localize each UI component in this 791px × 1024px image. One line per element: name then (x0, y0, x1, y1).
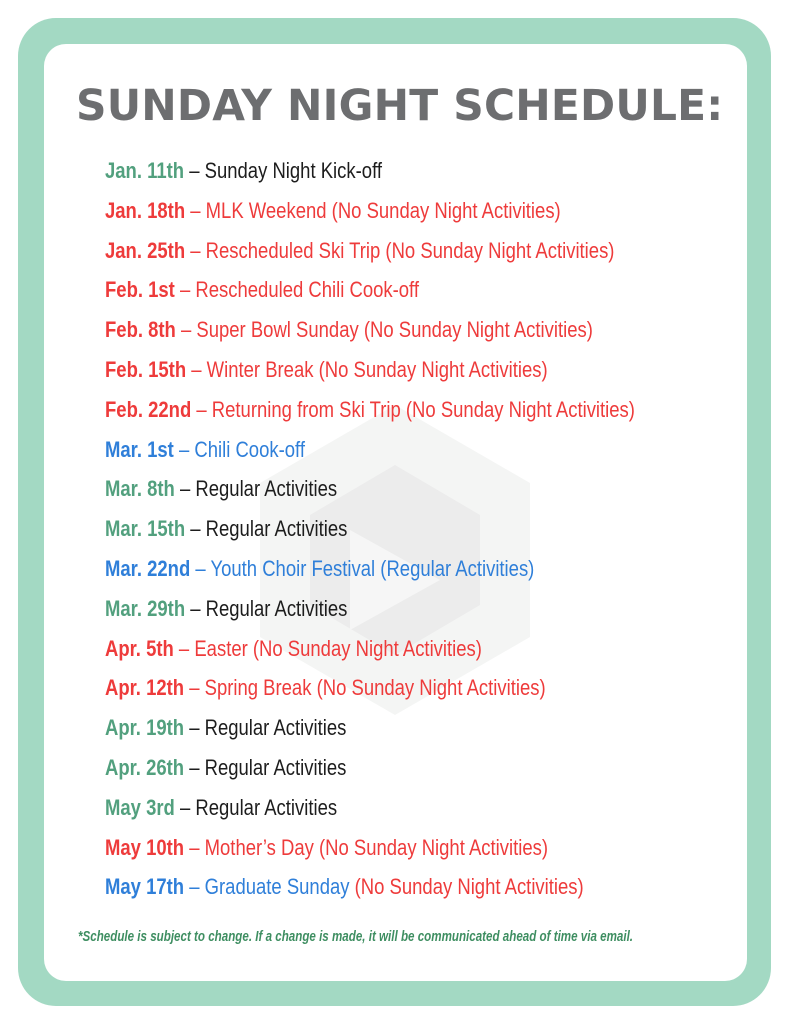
schedule-list (105, 151, 745, 907)
schedule-event: – Spring Break (No Sunday Night Activities) (184, 675, 546, 701)
schedule-event: – Easter (No Sunday Night Activities) (173, 635, 482, 661)
schedule-date: Feb. 1st (105, 277, 175, 303)
schedule-event: – Mother’s Day (No Sunday Night Activities) (184, 834, 549, 860)
schedule-event: – Rescheduled Ski Trip (No Sunday Night Activities) (185, 237, 615, 263)
schedule-date: Mar. 22nd (105, 555, 191, 581)
schedule-event: – Regular Activities (185, 516, 348, 542)
schedule-event: – Regular Activities (174, 476, 338, 502)
schedule-item (105, 231, 643, 271)
schedule-event: – Regular Activities (184, 715, 347, 741)
schedule-date: Jan. 25th (105, 237, 186, 263)
schedule-date: May 17th (105, 874, 185, 900)
schedule-item (105, 469, 643, 509)
schedule-item (105, 350, 643, 390)
schedule-date: Jan. 11th (105, 158, 185, 183)
schedule-date: Feb. 15th (105, 356, 187, 382)
schedule-date: May 10th (105, 834, 185, 860)
schedule-event: – Regular Activities (184, 754, 347, 780)
schedule-date: Feb. 22nd (105, 396, 192, 422)
schedule-event: – Returning from Ski Trip (No Sunday Night Activities) (191, 396, 635, 422)
schedule-date: Apr. 19th (105, 715, 185, 741)
page-title: SUNDAY NIGHT SCHEDULE: (76, 81, 724, 131)
schedule-event: – Super Bowl Sunday (No Sunday Night Activities) (175, 317, 593, 343)
schedule-date: Feb. 8th (105, 317, 176, 343)
schedule-item (105, 509, 643, 549)
schedule-date: May 3rd (105, 794, 175, 820)
schedule-item (105, 151, 643, 191)
schedule-event: (No Sunday Night Activities) (354, 874, 584, 900)
schedule-item (105, 708, 643, 748)
schedule-date: Mar. 8th (105, 476, 175, 502)
schedule-date: Apr. 5th (105, 635, 174, 661)
schedule-date: Mar. 1st (105, 436, 174, 462)
schedule-item (105, 310, 643, 350)
schedule-event: – MLK Weekend (No Sunday Night Activities) (185, 197, 561, 223)
schedule-event: – Youth Choir Festival (Regular Activities) (190, 555, 535, 581)
schedule-item (105, 668, 643, 708)
schedule-item (105, 589, 643, 629)
schedule-item (105, 629, 643, 669)
schedule-item (105, 270, 643, 310)
schedule-event: – Graduate Sunday (184, 874, 355, 900)
schedule-item (105, 430, 643, 470)
schedule-event: – Chili Cook-off (173, 436, 305, 462)
schedule-item (105, 828, 643, 868)
schedule-date: Apr. 26th (105, 754, 185, 780)
schedule-item (105, 191, 643, 231)
schedule-item (105, 788, 643, 828)
schedule-date: Apr. 12th (105, 675, 185, 701)
schedule-footnote: *Schedule is subject to change. If a change is made, it will be communicated ahead of time via email. (78, 929, 634, 945)
schedule-item (105, 390, 643, 430)
schedule-item (105, 748, 643, 788)
schedule-date: Mar. 29th (105, 595, 186, 621)
schedule-event: – Regular Activities (185, 595, 348, 621)
schedule-date: Mar. 15th (105, 516, 186, 542)
schedule-event: – Winter Break (No Sunday Night Activities) (186, 356, 548, 382)
schedule-date: Jan. 18th (105, 197, 186, 223)
schedule-event: – Sunday Night Kick-off (184, 158, 383, 183)
schedule-event: – Regular Activities (174, 794, 338, 820)
schedule-item (105, 549, 643, 589)
schedule-event: – Rescheduled Chili Cook-off (174, 277, 419, 303)
schedule-item (105, 867, 643, 907)
